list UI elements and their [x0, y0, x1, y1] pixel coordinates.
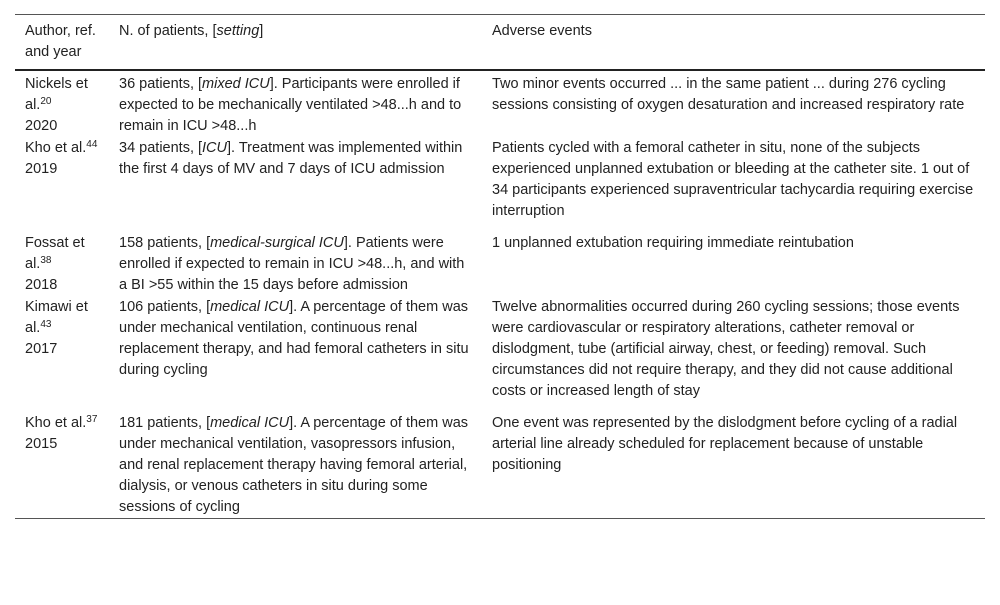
header-patients-prefix: N. of patients, [ [119, 23, 217, 39]
patients-setting: mixed ICU [202, 76, 270, 92]
header-patients [109, 15, 482, 71]
table-header [15, 15, 985, 71]
author-cell [15, 70, 109, 137]
header-row [15, 15, 985, 71]
reference-number: 20 [40, 96, 52, 107]
reference-number: 43 [40, 319, 52, 330]
author-name: Kho et al. [25, 415, 87, 431]
patients-details: ]. Patients were enrolled if expected to remain in ICU >48...h, and with a BI >55 within the 15 days before admission [119, 235, 465, 293]
patients-details: ]. Treatment was implemented within the first 4 days of MV and 7 days of ICU admission [119, 140, 463, 177]
table-row [15, 70, 985, 137]
reference-number: 38 [40, 255, 52, 266]
header-patients-setting: setting [216, 23, 260, 39]
adverse-events-cell: Twelve abnormalities occurred during 260 cycling sessions; those events were cardiovascular or respiratory alterations, catheter removal or dislodgment, tube (artificial airway, chest, or feeding) removal. Such circumstances did not require therapy, and they did not cause additional costs or increased length of stay [492, 299, 960, 399]
patients-count: 34 patients, [ [119, 140, 203, 156]
patients-details: ]. A percentage of them was under mechanical ventilation, vasopressors infusion, and renal replacement therapy having femoral arterial, dialysis, or venous catheters in situ during some sessions of cycling [119, 415, 469, 515]
table-row [15, 137, 985, 232]
adverse-events-cell: One event was represented by the dislodgment before cycling of a radial arterial line already scheduled for replacement because of unstable positioning [492, 415, 958, 473]
adverse-events-cell: 1 unplanned extubation requiring immediate reintubation [492, 235, 854, 251]
patients-cell [109, 296, 482, 412]
author-cell [15, 412, 109, 519]
patients-cell [109, 137, 482, 232]
author-name: Kho et al. [25, 140, 87, 156]
author-name: Nickels et al. [25, 76, 88, 113]
table-row [15, 296, 985, 412]
patients-setting: medical ICU [210, 299, 290, 315]
patients-details: ]. A percentage of them was under mechanical ventilation, continuous renal replacement therapy, and had femoral catheters in situ during cycling [119, 299, 469, 378]
author-year: 2019 [25, 161, 58, 177]
author-cell [15, 137, 109, 232]
header-patients-suffix: ] [259, 23, 264, 39]
patients-cell [109, 412, 482, 519]
author-cell [15, 232, 109, 296]
patients-count: 158 patients, [ [119, 235, 211, 251]
patients-count: 36 patients, [ [119, 76, 203, 92]
adverse-events-cell: Patients cycled with a femoral catheter in situ, none of the subjects experienced unplanned extubation or bleeding at the catheter site. 1 out of 34 participants experienced supraventricular tachycardia requiring exercise interruption [492, 140, 974, 219]
table-body [15, 70, 985, 519]
patients-count: 106 patients, [ [119, 299, 211, 315]
author-name: Fossat et al. [25, 235, 85, 272]
table-row [15, 412, 985, 519]
adverse-events-table [15, 14, 985, 519]
reference-number: 44 [86, 139, 98, 150]
patients-count: 181 patients, [ [119, 415, 211, 431]
patients-setting: medical ICU [210, 415, 290, 431]
patients-setting: ICU [202, 140, 228, 156]
header-author: Author, ref. and year [25, 23, 96, 60]
author-name: Kimawi et al. [25, 299, 88, 336]
author-cell [15, 296, 109, 412]
author-year: 2018 [25, 277, 58, 293]
patients-details: ]. Participants were enrolled if expected to be mechanically ventilated >48...h and to remain in ICU >48...h [119, 76, 462, 134]
reference-number: 37 [86, 414, 98, 425]
patients-cell [109, 70, 482, 137]
author-year: 2015 [25, 436, 58, 452]
header-adverse-events: Adverse events [492, 23, 592, 39]
author-year: 2017 [25, 341, 58, 357]
author-year: 2020 [25, 118, 58, 134]
patients-setting: medical-surgical ICU [210, 235, 344, 251]
adverse-events-cell: Two minor events occurred ... in the same patient ... during 276 cycling sessions consisting of oxygen desaturation and increased respiratory rate [492, 76, 965, 113]
table-row [15, 232, 985, 296]
patients-cell [109, 232, 482, 296]
